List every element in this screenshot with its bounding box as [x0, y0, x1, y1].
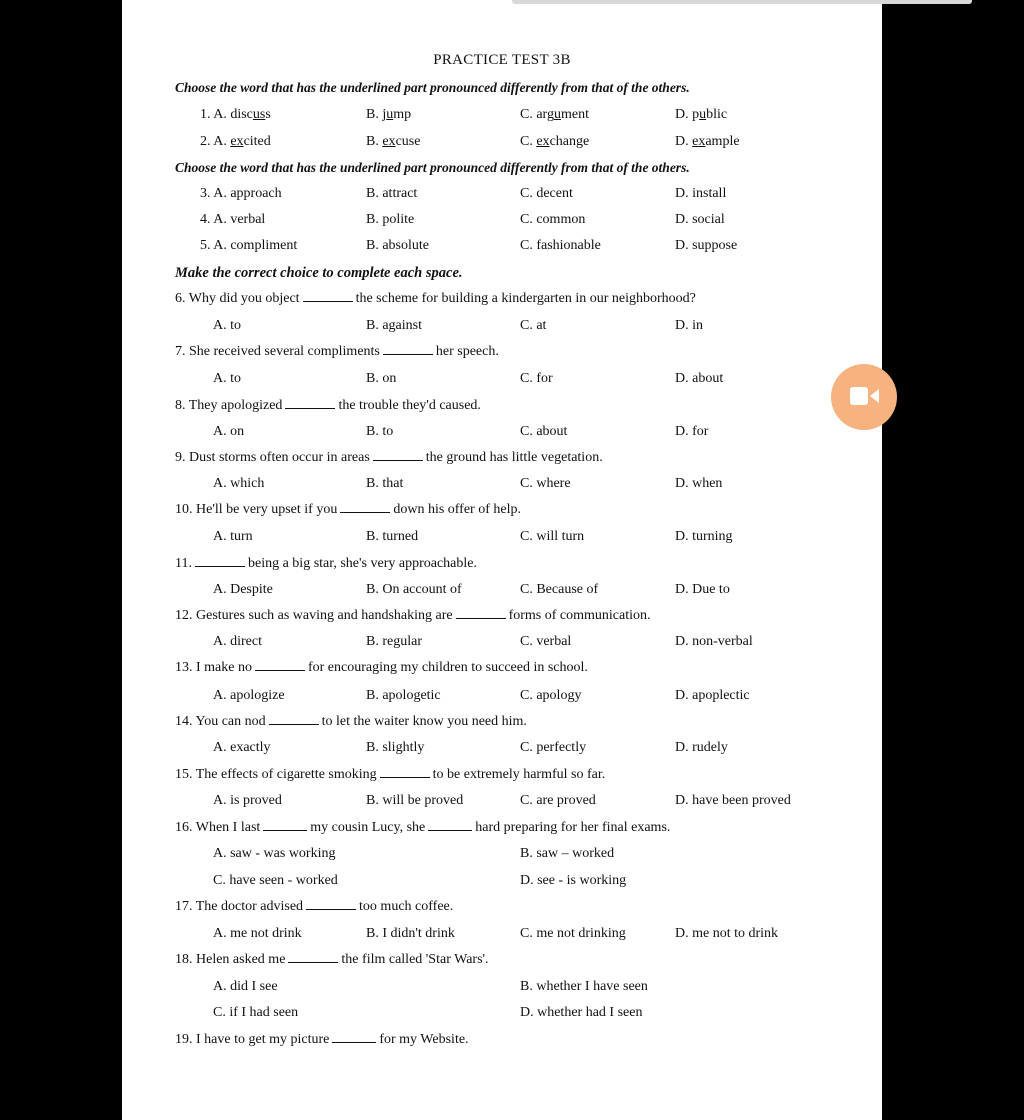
q18-option-d: D. whether had I seen [520, 1005, 643, 1020]
q2-option-d: D. example [675, 134, 740, 149]
q5-option-c: C. fashionable [520, 238, 601, 253]
q9-option-a: A. which [213, 476, 265, 491]
q14-stem: 14. You can nod to let the waiter know you need him. [175, 714, 527, 729]
q11-option-c: C. Because of [520, 582, 599, 597]
q3-option-a: 3. A. approach [200, 186, 282, 201]
q12-stem: 12. Gestures such as waving and handshaking are forms of communication. [175, 608, 651, 623]
q15-option-d: D. have been proved [675, 793, 791, 808]
q6-stem: 6. Why did you object the scheme for building a kindergarten in our neighborhood? [175, 291, 696, 306]
q5-option-b: B. absolute [366, 238, 429, 253]
q8-option-a: A. on [213, 424, 245, 439]
q10-option-b: B. turned [366, 529, 419, 544]
q11-stem: 11. being a big star, she's very approachable. [175, 556, 477, 571]
q7-stem: 7. She received several compliments her speech. [175, 344, 499, 359]
q13-stem: 13. I make no for encouraging my children to succeed in school. [175, 660, 588, 675]
q5-option-a: 5. A. compliment [200, 238, 298, 253]
q17-stem: 17. The doctor advised too much coffee. [175, 899, 454, 914]
q2-option-a: 2. A. excited [200, 134, 271, 149]
q6-option-a: A. to [213, 318, 241, 333]
q10-option-a: A. turn [213, 529, 253, 544]
q15-stem: 15. The effects of cigarette smoking to be extremely harmful so far. [175, 767, 606, 782]
top-bar [512, 0, 972, 4]
q17-option-c: C. me not drinking [520, 926, 626, 941]
q15-option-c: C. are proved [520, 793, 596, 808]
q12-option-d: D. non-verbal [675, 634, 753, 649]
q4-option-c: C. common [520, 212, 586, 227]
q16-option-c: C. have seen - worked [213, 873, 338, 888]
q19-stem: 19. I have to get my picture for my Website. [175, 1032, 469, 1047]
q15-option-b: B. will be proved [366, 793, 464, 808]
q7-option-b: B. on [366, 371, 397, 386]
q14-option-c: C. perfectly [520, 740, 587, 755]
q6-option-d: D. in [675, 318, 703, 333]
q17-option-b: B. I didn't drink [366, 926, 455, 941]
q8-stem: 8. They apologized the trouble they'd caused. [175, 398, 481, 413]
q18-option-a: A. did I see [213, 979, 278, 994]
q9-option-c: C. where [520, 476, 571, 491]
q11-option-b: B. On account of [366, 582, 462, 597]
q4-option-d: D. social [675, 212, 725, 227]
q1-option-c: C. argument [520, 107, 589, 122]
q13-option-a: A. apologize [213, 688, 285, 703]
q7-option-a: A. to [213, 371, 241, 386]
q7-option-c: C. for [520, 371, 553, 386]
instruction-3: Make the correct choice to complete each space. [175, 265, 463, 281]
q8-option-c: C. about [520, 424, 568, 439]
q6-option-c: C. at [520, 318, 547, 333]
instruction-1: Choose the word that has the underlined part pronounced differently from that of the others. [175, 80, 690, 95]
document-page [122, 0, 882, 1120]
q2-option-b: B. excuse [366, 134, 421, 149]
q14-option-a: A. exactly [213, 740, 271, 755]
q4-option-b: B. polite [366, 212, 415, 227]
q12-option-a: A. direct [213, 634, 262, 649]
q10-stem: 10. He'll be very upset if you down his offer of help. [175, 502, 521, 517]
q8-option-b: B. to [366, 424, 394, 439]
q10-option-c: C. will turn [520, 529, 585, 544]
q9-stem: 9. Dust storms often occur in areas the ground has little vegetation. [175, 450, 603, 465]
q18-stem: 18. Helen asked me the film called 'Star Wars'. [175, 952, 489, 967]
q13-option-b: B. apologetic [366, 688, 441, 703]
q1-option-b: B. jump [366, 107, 412, 122]
q4-option-a: 4. A. verbal [200, 212, 266, 227]
q17-option-d: D. me not to drink [675, 926, 779, 941]
q9-option-b: B. that [366, 476, 404, 491]
instruction-2: Choose the word that has the underlined part pronounced differently from that of the others. [175, 160, 690, 175]
q15-option-a: A. is proved [213, 793, 282, 808]
q18-option-b: B. whether I have seen [520, 979, 648, 994]
q16-stem: 16. When I last my cousin Lucy, she hard preparing for her final exams. [175, 820, 671, 835]
q3-option-c: C. decent [520, 186, 573, 201]
q3-option-b: B. attract [366, 186, 418, 201]
q12-option-b: B. regular [366, 634, 422, 649]
q6-option-b: B. against [366, 318, 422, 333]
video-camera-icon [850, 387, 868, 405]
floating-record-button[interactable] [831, 364, 897, 430]
q16-option-a: A. saw - was working [213, 846, 336, 861]
q5-option-d: D. suppose [675, 238, 738, 253]
q16-option-b: B. saw – worked [520, 846, 615, 861]
q14-option-b: B. slightly [366, 740, 425, 755]
q18-option-c: C. if I had seen [213, 1005, 299, 1020]
q13-option-d: D. apoplectic [675, 688, 750, 703]
q12-option-c: C. verbal [520, 634, 572, 649]
q7-option-d: D. about [675, 371, 724, 386]
q1-option-a: 1. A. discuss [200, 107, 271, 122]
q11-option-d: D. Due to [675, 582, 730, 597]
q14-option-d: D. rudely [675, 740, 728, 755]
q3-option-d: D. install [675, 186, 727, 201]
q1-option-d: D. public [675, 107, 728, 122]
q9-option-d: D. when [675, 476, 723, 491]
q10-option-d: D. turning [675, 529, 733, 544]
q11-option-a: A. Despite [213, 582, 273, 597]
q2-option-c: C. exchange [520, 134, 590, 149]
q13-option-c: C. apology [520, 688, 582, 703]
q17-option-a: A. me not drink [213, 926, 302, 941]
q8-option-d: D. for [675, 424, 709, 439]
q16-option-d: D. see - is working [520, 873, 627, 888]
page-title: PRACTICE TEST 3B [433, 52, 571, 68]
